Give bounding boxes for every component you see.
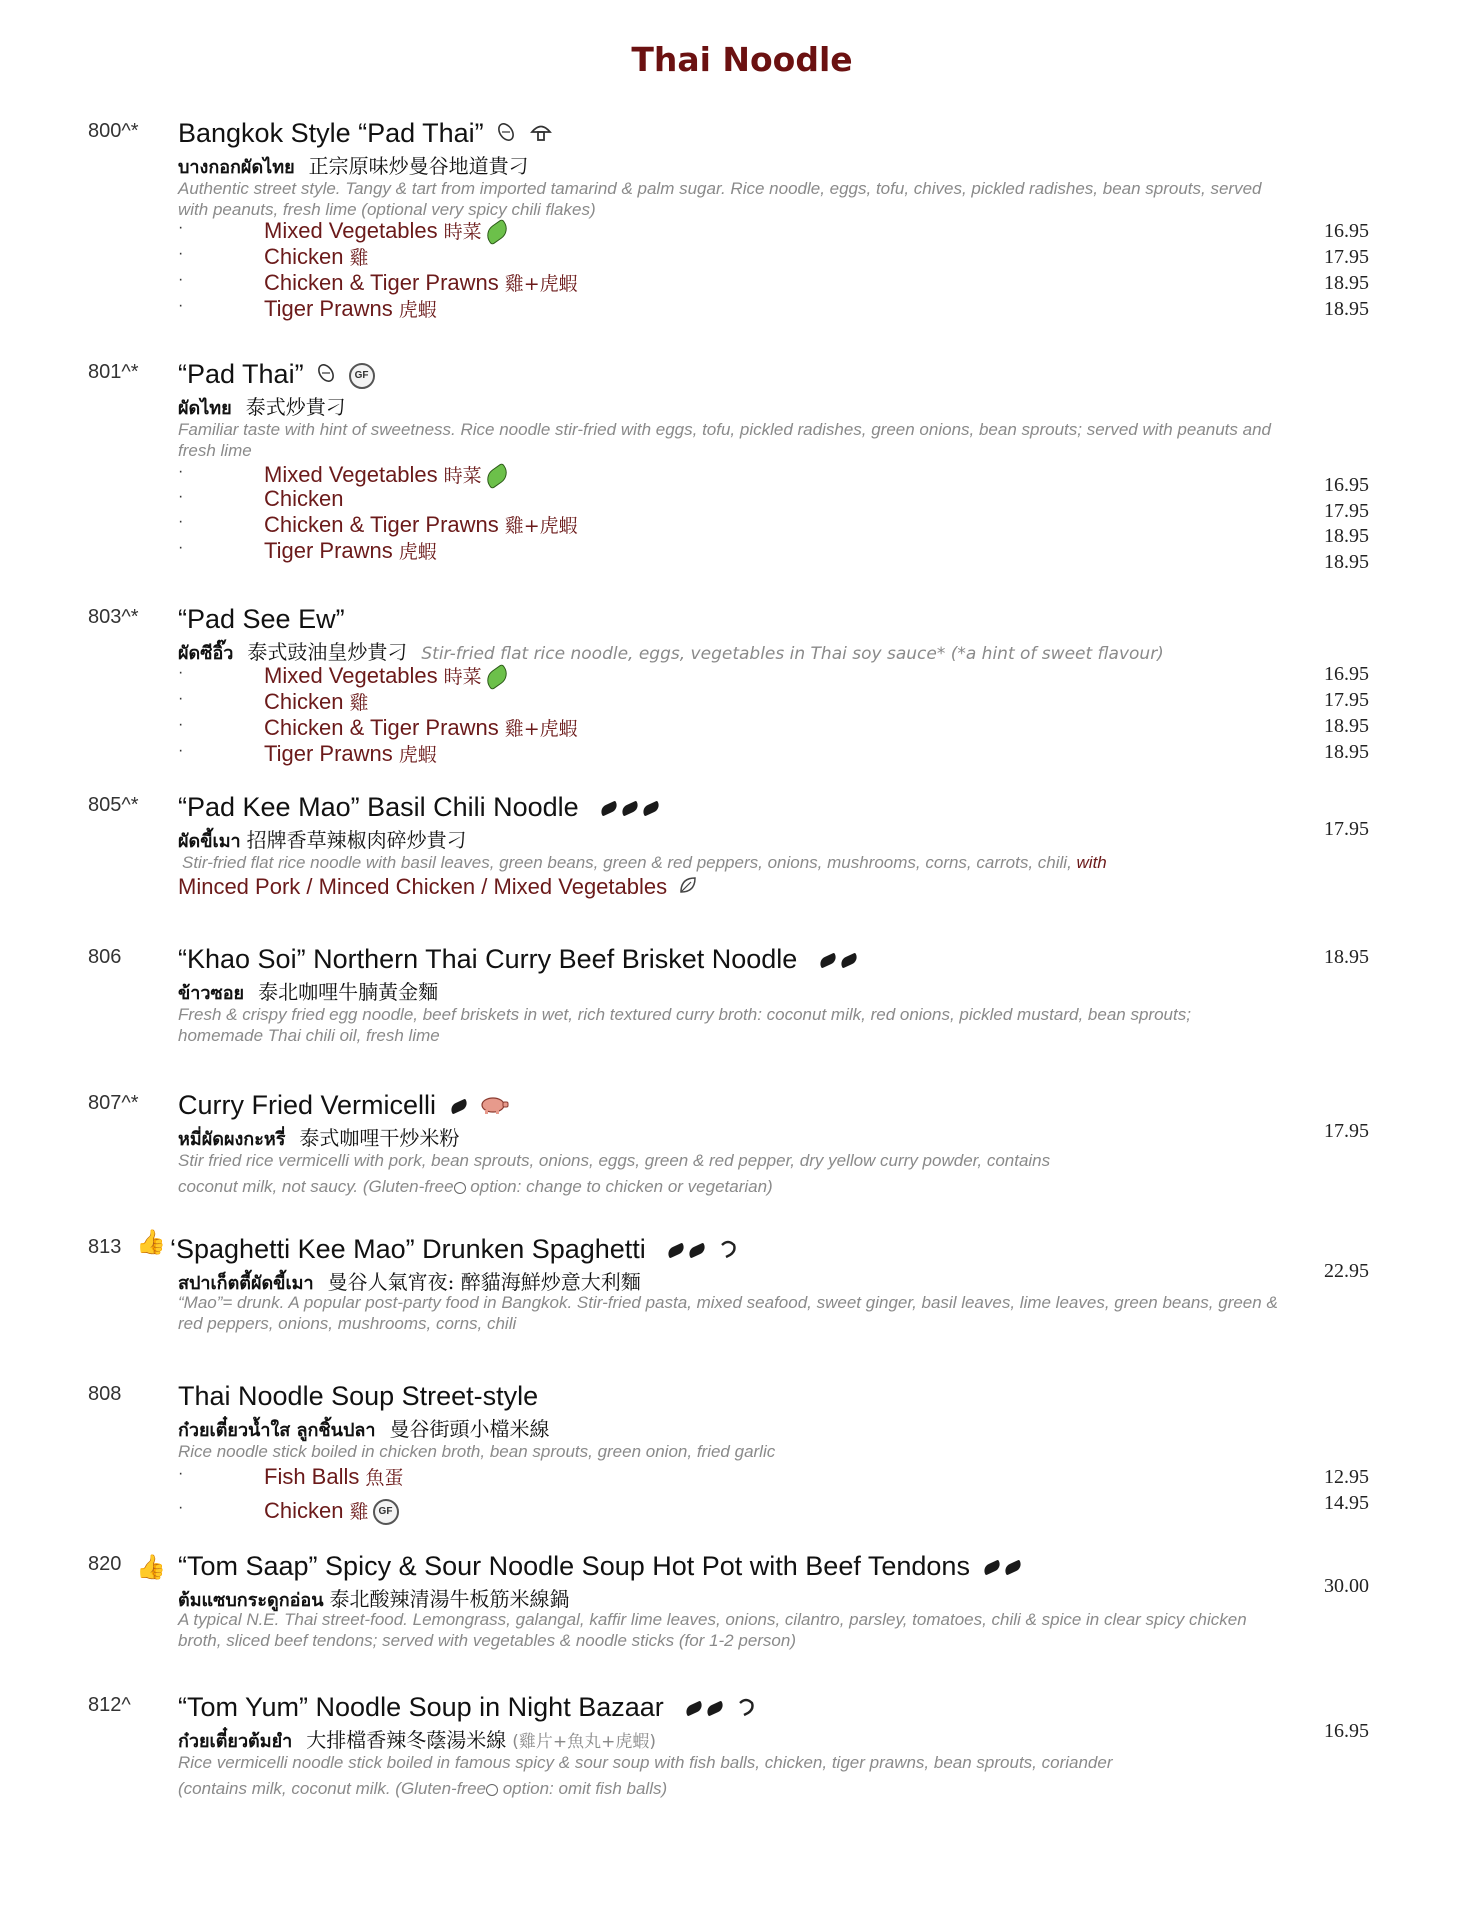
- option-label-text: Fish Balls: [264, 1464, 360, 1489]
- item-subtitle: [178, 150, 529, 181]
- option-label: [264, 537, 437, 564]
- gluten-free-icon: [454, 1182, 466, 1194]
- chili-icon: [1003, 1560, 1023, 1576]
- price: 18.95: [1324, 525, 1369, 547]
- option-label: [264, 1497, 399, 1525]
- chili-icon: [620, 801, 640, 817]
- option-label-text: Tiger Prawns: [264, 741, 393, 766]
- option-label: [264, 511, 578, 538]
- option-label-text: Mixed Vegetables: [264, 462, 438, 487]
- price: 30.00: [1324, 1575, 1369, 1597]
- item-name-text: “Pad Kee Mao” Basil Chili Noodle: [178, 792, 579, 822]
- item-code: 812^: [88, 1694, 131, 1716]
- item-description: Stir fried rice vermicelli with pork, bean sprouts, onions, eggs, green & red pepper, dry yellow curry powder, contains: [178, 1151, 1051, 1170]
- option-label-text: Tiger Prawns: [264, 538, 393, 563]
- bullet: ·: [178, 742, 184, 759]
- chinese-name: 泰北咖哩牛腩黃金麵: [258, 980, 439, 1004]
- with-text: with: [1076, 853, 1107, 872]
- item-name-text: “Tom Saap” Spicy & Sour Noodle Soup Hot Pot with Beef Tendons: [178, 1551, 970, 1581]
- option-chinese: 虎蝦: [398, 744, 437, 766]
- thumbs-up-icon: 👍: [136, 1228, 166, 1256]
- item-name: [178, 1692, 756, 1724]
- vegetable-icon: [482, 219, 511, 246]
- option-label: [264, 688, 369, 715]
- item-description-text: option: change to chicken or vegetarian): [465, 1177, 773, 1196]
- option-chinese: 魚蛋: [365, 1467, 404, 1489]
- thai-name: ผัดขี้เมา: [178, 831, 241, 852]
- item-description: Authentic street style. Tangy & tart from imported tamarind & palm sugar. Rice noodle, eggs, tofu, chives, pickled radishes, bean sprouts, served with peanuts, fresh lime (optional very spicy chili flakes): [178, 179, 1262, 219]
- bullet: ·: [178, 690, 184, 707]
- chinese-name: 泰式豉油皇炒貴刁: [247, 640, 408, 664]
- price: 14.95: [1324, 1492, 1369, 1514]
- item-code: 803^*: [88, 606, 139, 628]
- option-label: [264, 461, 509, 488]
- bullet: ·: [178, 716, 184, 733]
- option-label-text: Mixed Vegetables: [264, 663, 438, 688]
- bullet: ·: [178, 245, 184, 262]
- item-name: [178, 944, 858, 975]
- option-label: [264, 217, 509, 244]
- chili-icon: [687, 1243, 707, 1259]
- item-description-text: (contains milk, coconut milk. (Gluten-free: [178, 1779, 486, 1798]
- item-description-text: coconut milk, not saucy. (Gluten-free: [178, 1177, 454, 1196]
- option-label: [264, 243, 369, 270]
- bullet: ·: [178, 1465, 184, 1482]
- leaf-icon: [677, 874, 699, 902]
- item-code: 801^*: [88, 361, 139, 383]
- item-name: Thai Noodle Soup Street-style: [178, 1381, 539, 1411]
- bullet: ·: [178, 297, 184, 314]
- shrimp-icon: [736, 1693, 756, 1724]
- chinese-name: 泰式咖哩干炒米粉: [299, 1126, 460, 1150]
- price: 17.95: [1324, 689, 1369, 711]
- mushroom-icon: [529, 119, 553, 150]
- item-name-text: Bangkok Style “Pad Thai”: [178, 118, 484, 148]
- item-description: Familiar taste with hint of sweetness. Rice noodle stir-fried with eggs, tofu, pickled radishes, green onions, bean sprouts; served with peanuts and fresh lime: [178, 420, 1271, 460]
- item-name: [178, 1090, 509, 1122]
- option-label-text: Chicken: [264, 486, 344, 511]
- item-name: “Pad See Ew”: [178, 604, 345, 634]
- bullet: ·: [178, 539, 184, 556]
- chili-icon: [818, 953, 838, 969]
- chinese-name: 招牌香草辣椒肉碎炒貴刁: [246, 828, 467, 852]
- item-description: Rice noodle stick boiled in chicken broth, bean sprouts, green onion, fried garlic: [178, 1442, 776, 1461]
- price: 12.95: [1324, 1466, 1369, 1488]
- price: 16.95: [1324, 474, 1369, 496]
- thai-name: ก๋วยเตี๋ยวต้มยำ: [178, 1731, 293, 1752]
- price: 16.95: [1324, 1720, 1369, 1742]
- option-chinese: 雞: [349, 1501, 369, 1523]
- chinese-name: 曼谷人氣宵夜: 醉貓海鮮炒意大利麵: [327, 1270, 641, 1294]
- option-label-text: Chicken: [264, 244, 344, 269]
- thai-name: ผัดไทย: [178, 398, 232, 419]
- gluten-free-icon: GF: [349, 363, 375, 389]
- option-label-text: Chicken & Tiger Prawns: [264, 270, 499, 295]
- chili-icon: [599, 801, 619, 817]
- item-subtitle: [178, 1724, 656, 1755]
- option-chinese: 雞+虎蝦: [504, 515, 578, 537]
- price: 17.95: [1324, 500, 1369, 522]
- option-label: [264, 1463, 403, 1490]
- bullet: ·: [178, 513, 184, 530]
- option-chinese: 雞+虎蝦: [504, 273, 578, 295]
- price: 18.95: [1324, 272, 1369, 294]
- option-chinese: 虎蝦: [398, 299, 437, 321]
- price: 18.95: [1324, 715, 1369, 737]
- option-label: [264, 486, 343, 512]
- item-code: 807^*: [88, 1092, 139, 1114]
- price: 16.95: [1324, 663, 1369, 685]
- price: 17.95: [1324, 246, 1369, 268]
- chinese-name: 大排檔香辣冬蔭湯米線: [306, 1728, 507, 1752]
- item-name-text: “Pad Thai”: [178, 359, 304, 389]
- item-subtitle: [178, 1413, 550, 1444]
- price: 22.95: [1324, 1260, 1369, 1282]
- peanut-icon: [495, 119, 517, 150]
- price: 18.95: [1324, 946, 1369, 968]
- chinese-name: 泰北酸辣清湯牛板筋米線鍋: [329, 1587, 570, 1611]
- item-description-line2: [178, 1778, 1278, 1799]
- chinese-name: 泰式炒貴刁: [245, 395, 346, 419]
- option-chinese: 雞: [349, 692, 369, 714]
- item-code: 800^*: [88, 120, 139, 142]
- chili-icon: [705, 1701, 725, 1717]
- item-description: Stir-fried flat rice noodle, eggs, vegetables in Thai soy sauce* (*a hint of sweet flavour): [421, 644, 1164, 664]
- option-label-text: Tiger Prawns: [264, 296, 393, 321]
- chili-icon: [839, 953, 859, 969]
- gluten-free-icon: [486, 1784, 498, 1796]
- item-name: [178, 118, 553, 150]
- bullet: ·: [178, 463, 184, 480]
- item-code: 808: [88, 1383, 122, 1405]
- item-name: [170, 1234, 738, 1266]
- thai-name: ผัดซีอิ๊ว: [178, 643, 234, 664]
- vegetable-icon: [482, 664, 511, 691]
- item-name: [178, 1551, 1022, 1582]
- option-chinese: 時菜: [443, 221, 482, 243]
- pig-icon: [479, 1091, 509, 1122]
- thai-name: หมี่ผัดผงกะหรี่: [178, 1129, 286, 1150]
- item-code: 820: [88, 1553, 122, 1575]
- option-label: [264, 295, 437, 322]
- item-subtitle: [178, 824, 467, 855]
- item-code: 805^*: [88, 794, 139, 816]
- option-chinese: 雞+虎蝦: [504, 718, 578, 740]
- option-chinese: 時菜: [443, 465, 482, 487]
- option-label-text: Chicken & Tiger Prawns: [264, 715, 499, 740]
- item-subtitle: [178, 391, 346, 422]
- item-name: [178, 359, 375, 391]
- chinese-note: (雞片+魚丸+虎蝦): [512, 1732, 657, 1752]
- item-name-text: “Khao Soi” Northern Thai Curry Beef Brisket Noodle: [178, 944, 798, 974]
- vegetable-icon: [482, 463, 511, 490]
- chili-icon: [982, 1560, 1002, 1576]
- protein-choices: [178, 874, 699, 902]
- peanut-icon: [315, 360, 337, 391]
- price: 16.95: [1324, 220, 1369, 242]
- price: 17.95: [1324, 818, 1369, 840]
- chili-icon: [666, 1243, 686, 1259]
- item-subtitle: [178, 1122, 459, 1153]
- thai-name: สปาเก็ตตี้ผัดขี้เมา: [178, 1273, 314, 1294]
- option-label-text: Chicken & Tiger Prawns: [264, 512, 499, 537]
- item-description: [182, 852, 1282, 873]
- chinese-name: 曼谷街頭小檔米線: [389, 1417, 550, 1441]
- item-description-text: option: omit fish balls): [498, 1779, 668, 1798]
- bullet: ·: [178, 664, 184, 681]
- chili-icon: [449, 1099, 469, 1115]
- item-description: “Mao”= drunk. A popular post-party food in Bangkok. Stir-fried pasta, mixed seafood, sweet ginger, basil leaves, lime leaves, green beans, green & red peppers, onions, mushrooms, corns, chili: [178, 1293, 1278, 1333]
- thai-name: ก๋วยเตี๋ยวน้ำใส ลูกชิ้นปลา: [178, 1420, 376, 1441]
- item-description-text: Stir-fried flat rice noodle with basil leaves, green beans, green & red peppers, onions, mushrooms, corns, carrots, chili,: [182, 853, 1072, 872]
- page-title: Thai Noodle: [631, 40, 853, 79]
- item-name-text: ‘Spaghetti Kee Mao” Drunken Spaghetti: [170, 1234, 646, 1264]
- price: 18.95: [1324, 298, 1369, 320]
- thai-name: บางกอกผัดไทย: [178, 157, 295, 178]
- chili-icon: [641, 801, 661, 817]
- price: 18.95: [1324, 741, 1369, 763]
- option-label-text: Mixed Vegetables: [264, 218, 438, 243]
- item-description: A typical N.E. Thai street-food. Lemongrass, galangal, kaffir lime leaves, onions, cilantro, parsley, tomatoes, chili & spice in clear spicy chicken broth, sliced beef tendons; served with vegetables & noodle sticks (for 1-2 person): [178, 1610, 1247, 1650]
- option-label: [264, 269, 578, 296]
- bullet: ·: [178, 488, 184, 505]
- bullet: ·: [178, 1499, 184, 1516]
- bullet: ·: [178, 271, 184, 288]
- option-chinese: 時菜: [443, 666, 482, 688]
- item-name-text: Curry Fried Vermicelli: [178, 1090, 437, 1120]
- thumbs-up-icon: 👍: [136, 1553, 166, 1581]
- option-label: [264, 662, 509, 689]
- bullet: ·: [178, 219, 184, 236]
- item-name: [178, 792, 660, 823]
- gluten-free-icon: GF: [373, 1499, 399, 1525]
- option-label: [264, 740, 437, 767]
- item-name-text: “Tom Yum” Noodle Soup in Night Bazaar: [178, 1692, 664, 1722]
- chinese-name: 正宗原味炒曼谷地道貴刁: [308, 154, 529, 178]
- option-label: [264, 714, 578, 741]
- item-code: 806: [88, 946, 122, 968]
- option-label-text: Chicken: [264, 1498, 344, 1523]
- item-code: 813: [88, 1236, 122, 1258]
- price: 18.95: [1324, 551, 1369, 573]
- protein-choices-text: Minced Pork / Minced Chicken / Mixed Vegetables: [178, 874, 668, 899]
- item-description-line2: [178, 1176, 1278, 1197]
- thai-name: ข้าวซอย: [178, 983, 245, 1004]
- item-description: Fresh & crispy fried egg noodle, beef briskets in wet, rich textured curry broth: coconut milk, red onions, pickled mustard, bean sprouts; homemade Thai chili oil, fresh lime: [178, 1005, 1191, 1045]
- thai-name: ต้มแซบกระดูกอ่อน: [178, 1590, 324, 1611]
- option-label-text: Chicken: [264, 689, 344, 714]
- option-chinese: 虎蝦: [398, 541, 437, 563]
- price: 17.95: [1324, 1120, 1369, 1142]
- option-chinese: 雞: [349, 247, 369, 269]
- item-subtitle: [178, 976, 438, 1007]
- chili-icon: [684, 1701, 704, 1717]
- item-description: Rice vermicelli noodle stick boiled in famous spicy & sour soup with fish balls, chicken, tiger prawns, bean sprouts, coriander: [178, 1753, 1113, 1772]
- shrimp-icon: [718, 1235, 738, 1266]
